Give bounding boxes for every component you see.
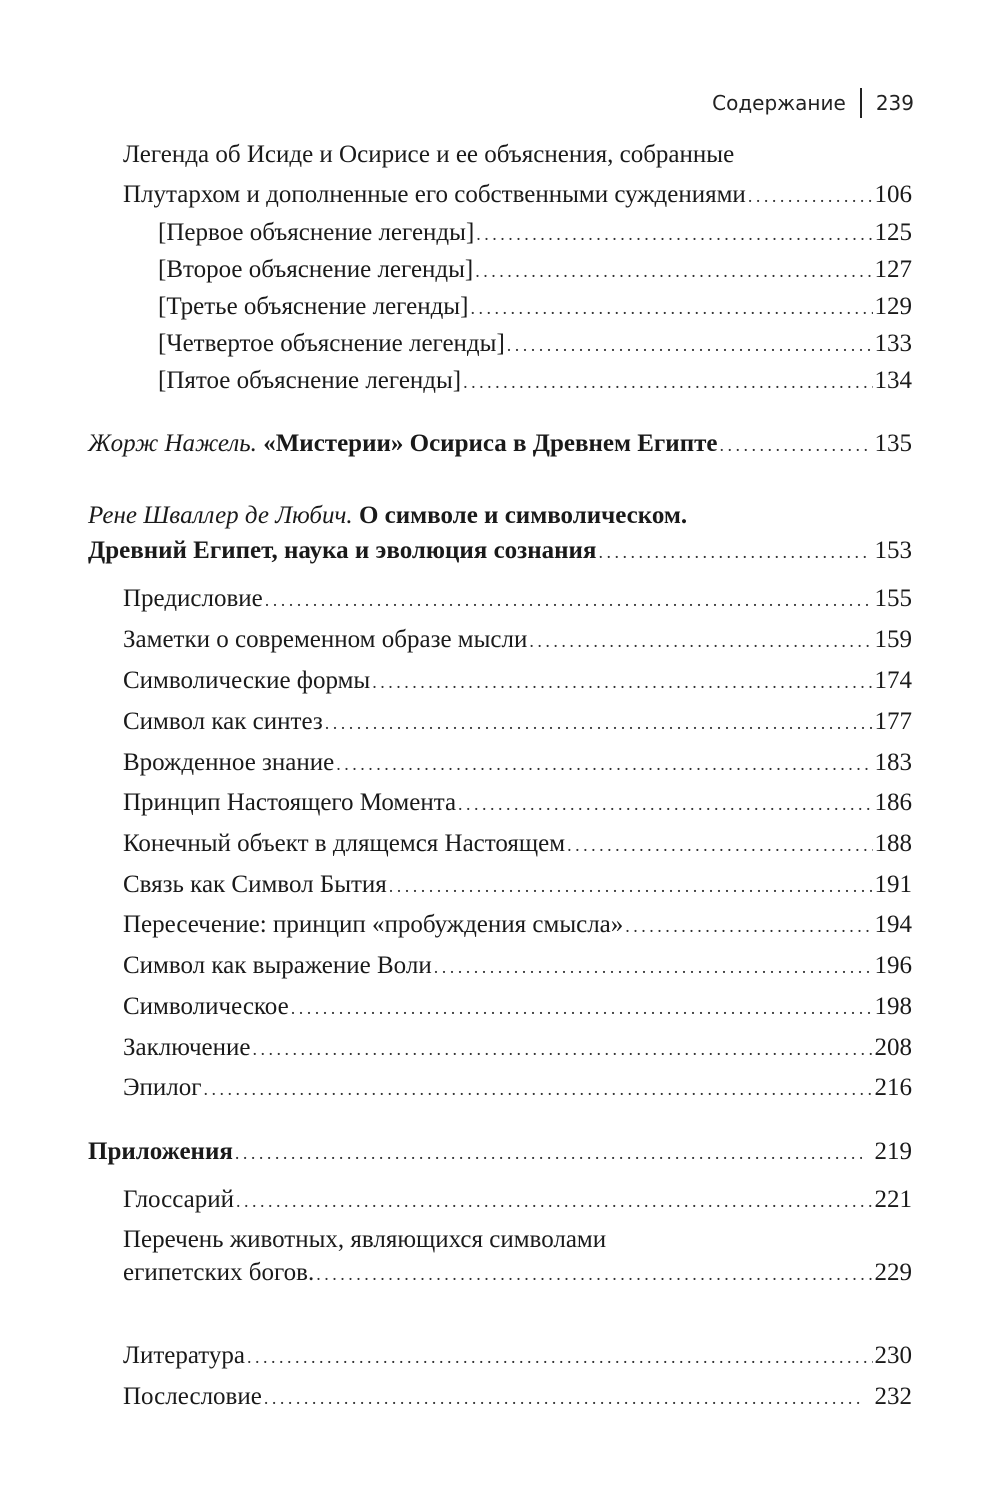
toc-entry-page: 198 (874, 993, 912, 1020)
toc-entry-page: 229 (874, 1259, 912, 1286)
toc-leader-dots (625, 909, 872, 942)
toc-leader-dots (372, 665, 872, 698)
toc-entry-lubicz-sub-4[interactable] (123, 706, 912, 739)
toc-entry-lubicz-sub-11[interactable] (123, 991, 912, 1024)
toc-entry-lubicz-sub-9[interactable] (123, 909, 912, 942)
toc-entry-page: 134 (874, 367, 912, 394)
toc-entry-animals[interactable] (123, 1257, 912, 1290)
toc-entry-label: [Пятое объяснение легенды] (158, 367, 462, 394)
toc-entry-page: 232 (874, 1383, 912, 1410)
toc-entry-lubicz-sub-2[interactable] (123, 624, 912, 657)
toc-leader-dots (458, 787, 872, 820)
toc-entry-label: Принцип Настоящего Момента (123, 789, 457, 816)
toc-entry-label: Связь как Символ Бытия (123, 871, 387, 898)
toc-entry-label: Литература (123, 1342, 245, 1369)
toc-entry-label: «Мистерии» Осириса в Древнем Египте (263, 430, 718, 457)
toc-entry-appendix[interactable] (88, 1136, 912, 1169)
toc-leader-dots (265, 583, 873, 616)
toc-leader-dots (748, 179, 873, 212)
toc-leader-dots (291, 991, 873, 1024)
toc-entry-page: 135 (874, 430, 912, 457)
toc-entry-label: Конечный объект в длящемся Настоящем (123, 830, 566, 857)
toc-entry-lubicz-sub-13[interactable] (123, 1072, 912, 1105)
toc-entry-page: 219 (874, 1138, 912, 1165)
toc-entry-label: Приложения (88, 1138, 233, 1165)
toc-entry-plutarch[interactable] (123, 179, 912, 212)
toc-entry-page: 155 (874, 585, 912, 612)
toc-entry-page: 174 (874, 667, 912, 694)
toc-leader-dots (598, 535, 867, 568)
toc-entry-plutarch-line1: Легенда об Исиде и Осирисе и ее объяснения, собранные (123, 141, 735, 168)
header-page-number: 239 (875, 91, 914, 115)
toc-leader-dots (507, 328, 873, 361)
toc-entry-page: 188 (874, 830, 912, 857)
toc-entry-label: Врожденное знание (123, 749, 335, 776)
toc-leader-dots (236, 1184, 872, 1217)
toc-entry-label: [Четвертое объяснение легенды] (158, 330, 505, 357)
toc-entry-label: [Второе объяснение легенды] (158, 256, 474, 283)
toc-entry-lubicz[interactable] (88, 535, 912, 568)
toc-leader-dots (470, 291, 872, 324)
toc-entry-lubicz-line1 (88, 500, 687, 532)
toc-entry-label: Древний Египет, наука и эволюция сознания (88, 537, 597, 564)
toc-leader-dots (463, 365, 872, 398)
toc-leader-dots (719, 428, 869, 461)
toc-leader-dots (476, 217, 872, 250)
toc-entry-label: Символ как синтез (123, 708, 323, 735)
toc-entry-label: Предисловие (123, 585, 263, 612)
toc-entry-plutarch-sub-5[interactable] (158, 365, 912, 398)
toc-entry-label: Символические формы (123, 667, 371, 694)
toc-entry-page: 177 (874, 708, 912, 735)
toc-entry-page: 183 (874, 749, 912, 776)
toc-entry-label: [Первое объяснение легенды] (158, 219, 475, 246)
toc-entry-lubicz-sub-10[interactable] (123, 950, 912, 983)
toc-leader-dots (264, 1381, 862, 1414)
toc-entry-lubicz-sub-7[interactable] (123, 828, 912, 861)
toc-entry-page: 230 (874, 1342, 912, 1369)
toc-entry-nagel[interactable] (88, 428, 912, 461)
toc-entry-afterword[interactable] (123, 1381, 912, 1414)
toc-entry-page: 159 (874, 626, 912, 653)
toc-entry-animals-line1: Перечень животных, являющихся символами (123, 1226, 607, 1253)
toc-entry-label: Символ как выражение Воли (123, 952, 432, 979)
toc-entry-label: Символическое (123, 993, 289, 1020)
toc-leader-dots (316, 1257, 872, 1290)
toc-entry-page: 125 (874, 219, 912, 246)
toc-entry-plutarch-sub-3[interactable] (158, 291, 912, 324)
toc-leader-dots (336, 747, 872, 780)
toc-leader-dots (529, 624, 872, 657)
toc-entry-lubicz-sub-1[interactable] (123, 583, 912, 616)
toc-entry-page: 196 (874, 952, 912, 979)
toc-entry-plutarch-sub-1[interactable] (158, 217, 912, 250)
toc-entry-lubicz-sub-3[interactable] (123, 665, 912, 698)
toc-entry-glossary[interactable] (123, 1184, 912, 1217)
toc-entry-page: 153 (874, 537, 912, 564)
toc-entry-plutarch-sub-4[interactable] (158, 328, 912, 361)
toc-entry-label: египетских богов. (123, 1259, 315, 1286)
toc-entry-page: 191 (874, 871, 912, 898)
toc-entry-label: Заметки о современном образе мысли (123, 626, 528, 653)
toc-leader-dots (235, 1136, 862, 1169)
toc-entry-lubicz-sub-12[interactable] (123, 1032, 912, 1065)
toc-leader-dots (247, 1340, 873, 1373)
toc-entry-page: 186 (874, 789, 912, 816)
toc-entry-page: 221 (874, 1186, 912, 1213)
toc-entry-plutarch-sub-2[interactable] (158, 254, 912, 287)
toc-entry-literature[interactable] (123, 1340, 912, 1373)
toc-leader-dots (434, 950, 873, 983)
toc-entry-lubicz-sub-6[interactable] (123, 787, 912, 820)
toc-entry-page: 127 (874, 256, 912, 283)
toc-entry-page: 194 (874, 911, 912, 938)
toc-leader-dots (567, 828, 872, 861)
toc-entry-page: 216 (874, 1074, 912, 1101)
toc-entry-lubicz-sub-5[interactable] (123, 747, 912, 780)
toc-entry-page: 208 (874, 1034, 912, 1061)
toc-leader-dots (204, 1072, 873, 1105)
toc-entry-label: Послесловие (123, 1383, 262, 1410)
toc-entry-lubicz-sub-8[interactable] (123, 869, 912, 902)
toc-entry-label: Глоссарий (123, 1186, 235, 1213)
toc-leader-dots (325, 706, 873, 739)
toc-entry-author: Рене Швaллер де Любич. (88, 502, 353, 529)
toc-entry-label: [Третье объяснение легенды] (158, 293, 469, 320)
toc-entry-label: Пересечение: принцип «пробуждения смысла» (123, 911, 624, 938)
toc-leader-dots (389, 869, 873, 902)
toc-entry-label: Заключение (123, 1034, 251, 1061)
running-header (712, 86, 914, 120)
toc-entry-page: 133 (874, 330, 912, 357)
toc-entry-label: Плутархом и дополненные его собственными суждениями (123, 181, 746, 208)
toc-entry-title-part1: О символе и символическом. (358, 502, 688, 529)
toc-leader-dots (475, 254, 872, 287)
header-separator (860, 88, 862, 118)
toc-entry-author: Жорж Нажель. (88, 430, 257, 457)
toc-entry-label: Эпилог (123, 1074, 202, 1101)
header-section-title: Содержание (712, 91, 846, 115)
toc-leader-dots (253, 1032, 873, 1065)
toc-entry-page: 129 (874, 293, 912, 320)
toc-entry-page: 106 (874, 181, 912, 208)
